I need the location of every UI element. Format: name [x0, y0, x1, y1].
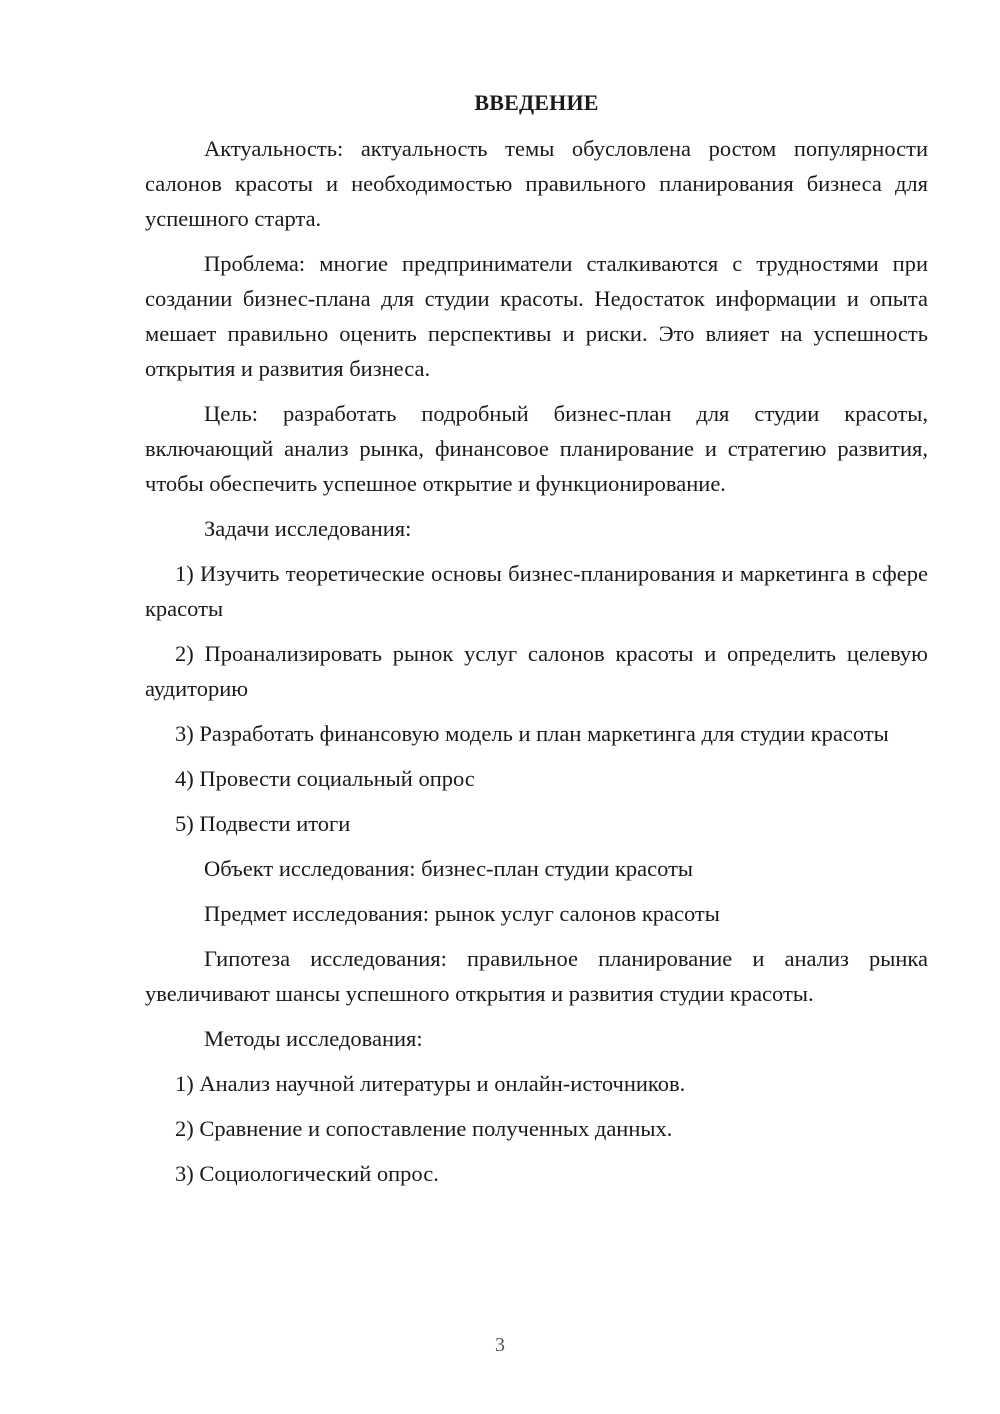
object-paragraph: Объект исследования: бизнес-план студии красоты [204, 856, 694, 881]
method-item: 3) Социологический опрос. [175, 1161, 439, 1186]
hypothesis-paragraph: Гипотеза исследования: правильное планирование и анализ рынка увеличивают шансы успешного открытия и развития студии красоты. [145, 946, 928, 1006]
methods-heading: Методы исследования: [204, 1026, 423, 1051]
problem-paragraph: Проблема: многие предприниматели сталкиваются с трудностями при создании бизнес-плана для студии красоты. Недостаток информации и опыта мешает правильно оценить перспективы и риски. Это влияет на успешность открытия и развития бизнеса. [145, 251, 928, 381]
task-item: 1) Изучить теоретические основы бизнес-планирования и маркетинга в сфере красоты [145, 561, 928, 621]
task-item: 5) Подвести итоги [175, 811, 351, 836]
task-item: 4) Провести социальный опрос [175, 766, 475, 791]
method-item: 2) Сравнение и сопоставление полученных данных. [175, 1116, 673, 1141]
task-item: 2) Проанализировать рынок услуг салонов красоты и определить целевую аудиторию [145, 641, 928, 701]
document-page [145, 90, 928, 1201]
subject-paragraph: Предмет исследования: рынок услуг салонов красоты [204, 901, 720, 926]
goal-paragraph: Цель: разработать подробный бизнес-план для студии красоты, включающий анализ рынка, финансовое планирование и стратегию развития, чтобы обеспечить успешное открытие и функционирование. [145, 401, 928, 496]
section-title: ВВЕДЕНИЕ [474, 90, 599, 115]
page-number: 3 [495, 1334, 505, 1356]
method-item: 1) Анализ научной литературы и онлайн-источников. [175, 1071, 686, 1096]
tasks-heading: Задачи исследования: [204, 516, 412, 541]
relevance-paragraph: Актуальность: актуальность темы обусловлена ростом популярности салонов красоты и необходимостью правильного планирования бизнеса для успешного старта. [145, 136, 928, 231]
task-item: 3) Разработать финансовую модель и план маркетинга для студии красоты [175, 721, 889, 746]
